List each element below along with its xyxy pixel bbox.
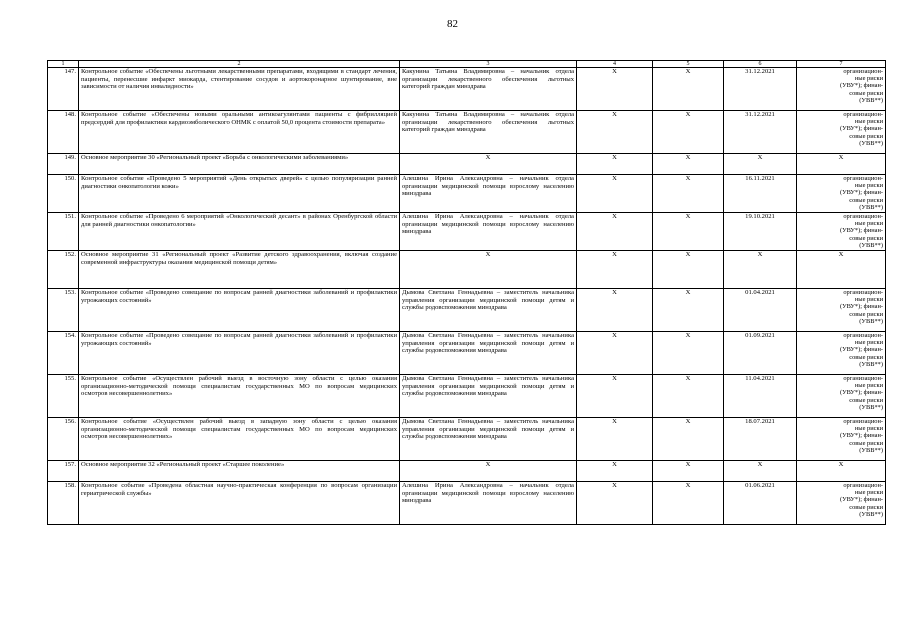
- risk-line: организацион-: [843, 213, 883, 220]
- event-description: Контрольное событие «Осуществлен рабочий выезд в западную зону области с целью оказания организационно-методической помощи специалистам государственных МО по вопросам медицинских осмотров несовершеннолетних»: [79, 418, 400, 461]
- risk-line: организацион-: [843, 175, 883, 182]
- event-description: Основное мероприятие 31 «Региональный проект «Развитие детского здравоохранения, включая создание современной инфраструктуры оказания медицинской помощи детям»: [79, 251, 400, 289]
- column-5-value: Х: [653, 482, 724, 525]
- risk-cell: [797, 461, 886, 482]
- col-header: 1: [48, 61, 79, 68]
- responsible-person: Х: [400, 154, 577, 175]
- column-4-value: Х: [577, 213, 653, 251]
- table-row: [48, 461, 886, 482]
- table-row: [48, 375, 886, 418]
- column-4-value: Х: [577, 111, 653, 154]
- column-5-value: Х: [653, 213, 724, 251]
- column-4-value: Х: [577, 461, 653, 482]
- column-5-value: Х: [653, 289, 724, 332]
- column-5-value: Х: [653, 175, 724, 213]
- responsible-person: Какунина Татьяна Владимировна – начальник отдела организации лекарственного обеспечения льготных категорий граждан минздрава: [400, 68, 577, 111]
- row-number: 149.: [48, 154, 79, 175]
- risk-line: (УВУ*); финан-: [840, 303, 883, 311]
- col-header: 4: [577, 61, 653, 68]
- event-description: Контрольное событие «Проведено 5 мероприятий «День открытых дверей» с целью популяризации ранней диагностики онкопатологии кожи»: [79, 175, 400, 213]
- responsible-person: Алешина Ирина Александровна – начальник отдела организации медицинской помощи взрослому населению минздрава: [400, 213, 577, 251]
- risk-line: ные риски: [854, 220, 883, 228]
- due-date: 01.09.2021: [724, 332, 797, 375]
- risk-line: ные риски: [854, 182, 883, 190]
- risk-line: совые риски: [849, 132, 883, 140]
- responsible-person: Алешина Ирина Александровна – начальник отдела организации медицинской помощи взрослому населению минздрава: [400, 482, 577, 525]
- column-4-value: Х: [577, 68, 653, 111]
- column-4-value: Х: [577, 418, 653, 461]
- column-5-value: Х: [653, 68, 724, 111]
- page-number: 82: [447, 18, 458, 30]
- risk-line: совые риски: [849, 89, 883, 97]
- row-number: 148.: [48, 111, 79, 154]
- event-description: Контрольное событие «Обеспечены новыми оральными антикоагулянтами пациенты с фибрилляцией предсердий для профилактики кардиоэмболического ОНМК с оплатой 50,0 процента стоимости препарата»: [79, 111, 400, 154]
- column-4-value: Х: [577, 175, 653, 213]
- risk-line: организацион-: [843, 375, 883, 382]
- risk-line: совые риски: [849, 234, 883, 242]
- column-4-value: Х: [577, 154, 653, 175]
- header-row: [48, 61, 886, 68]
- due-date: 11.04.2021: [724, 375, 797, 418]
- responsible-person: Дымова Светлана Геннадьевна – заместитель начальника управления организации медицинской помощи детям и службы родовспоможения минздрава: [400, 375, 577, 418]
- row-number: 147.: [48, 68, 79, 111]
- risk-line: (УВУ*); финан-: [840, 227, 883, 235]
- table-row: [48, 68, 886, 111]
- column-5-value: Х: [653, 461, 724, 482]
- due-date: Х: [724, 251, 797, 289]
- responsible-person: Алешина Ирина Александровна – начальник отдела организации медицинской помощи взрослому населению минздрава: [400, 175, 577, 213]
- risk-cell: [797, 332, 886, 375]
- column-4-value: Х: [577, 251, 653, 289]
- table-row: [48, 418, 886, 461]
- table-row: [48, 111, 886, 154]
- risk-line: совые риски: [849, 310, 883, 318]
- column-5-value: Х: [653, 111, 724, 154]
- event-description: Контрольное событие «Проведено совещание по вопросам ранней диагностики заболеваний и профилактики угрожающих состояний»: [79, 289, 400, 332]
- due-date: 31.12.2021: [724, 111, 797, 154]
- responsible-person: Дымова Светлана Геннадьевна – заместитель начальника управления организации медицинской помощи детям и службы родовспоможения минздрава: [400, 289, 577, 332]
- column-5-value: Х: [653, 154, 724, 175]
- table-row: [48, 175, 886, 213]
- risk-line: совые риски: [849, 439, 883, 447]
- responsible-person: Х: [400, 251, 577, 289]
- column-5-value: Х: [653, 332, 724, 375]
- due-date: 01.04.2021: [724, 289, 797, 332]
- risk-cell: [797, 289, 886, 332]
- risk-line: (УВУ*); финан-: [840, 389, 883, 397]
- due-date: Х: [724, 154, 797, 175]
- risk-line: (УВУ*); финан-: [840, 432, 883, 440]
- row-number: 153.: [48, 289, 79, 332]
- column-4-value: Х: [577, 289, 653, 332]
- column-5-value: Х: [653, 251, 724, 289]
- column-5-value: Х: [653, 418, 724, 461]
- col-header: 3: [400, 61, 577, 68]
- risk-line: совые риски: [849, 396, 883, 404]
- risk-cell: [797, 68, 886, 111]
- risk-line: (УВВ**): [859, 360, 883, 368]
- column-4-value: Х: [577, 375, 653, 418]
- risk-line: (УВВ**): [859, 203, 883, 211]
- risk-line: организацион-: [843, 111, 883, 118]
- table-row: [48, 251, 886, 289]
- risk-line: организацион-: [843, 332, 883, 339]
- column-5-value: Х: [653, 375, 724, 418]
- event-description: Контрольное событие «Проведена областная научно-практическая конференция по вопросам организации гериатрической службы»: [79, 482, 400, 525]
- column-4-value: Х: [577, 482, 653, 525]
- events-table: [47, 60, 886, 525]
- risk-cell: [797, 213, 886, 251]
- event-description: Основное мероприятие 30 «Региональный проект «Борьба с онкологическими заболеваниями»: [79, 154, 400, 175]
- risk-line: (УВВ**): [859, 241, 883, 249]
- column-4-value: Х: [577, 332, 653, 375]
- row-number: 157.: [48, 461, 79, 482]
- col-header: 5: [653, 61, 724, 68]
- risk-line: организацион-: [843, 418, 883, 425]
- risk-line: ные риски: [854, 75, 883, 83]
- event-description: Контрольное событие «Осуществлен рабочий выезд в восточную зону области с целью оказания организационно-методической помощи специалистам государственных МО по вопросам медицинских осмотров несовершеннолетних»: [79, 375, 400, 418]
- risk-cell: [797, 482, 886, 525]
- risk-line: ные риски: [854, 382, 883, 390]
- risk-cell: [797, 175, 886, 213]
- risk-line: совые риски: [849, 503, 883, 511]
- table-row: [48, 213, 886, 251]
- risk-line: Х: [838, 154, 844, 161]
- risk-line: ные риски: [854, 489, 883, 497]
- risk-line: (УВУ*); финан-: [840, 189, 883, 197]
- row-number: 158.: [48, 482, 79, 525]
- row-number: 152.: [48, 251, 79, 289]
- risk-line: организацион-: [843, 289, 883, 296]
- table-row: [48, 154, 886, 175]
- risk-line: (УВУ*); финан-: [840, 496, 883, 504]
- risk-line: совые риски: [849, 196, 883, 204]
- risk-line: ные риски: [854, 425, 883, 433]
- risk-line: ные риски: [854, 296, 883, 304]
- risk-cell: [797, 375, 886, 418]
- risk-cell: [797, 154, 886, 175]
- table-row: [48, 289, 886, 332]
- table-row: [48, 332, 886, 375]
- table-row: [48, 482, 886, 525]
- event-description: Контрольное событие «Обеспечены льготными лекарственными препаратами, входящими в стандарт лечения, пациенты, перенесшие инфаркт миокарда, стентирование сосудов и аортокоронарное шунтирование, вне зависимости от наличия инвалидности»: [79, 68, 400, 111]
- risk-line: (УВВ**): [859, 317, 883, 325]
- risk-line: (УВВ**): [859, 403, 883, 411]
- col-header: 6: [724, 61, 797, 68]
- risk-line: ные риски: [854, 339, 883, 347]
- row-number: 151.: [48, 213, 79, 251]
- responsible-person: Х: [400, 461, 577, 482]
- row-number: 154.: [48, 332, 79, 375]
- due-date: 19.10.2021: [724, 213, 797, 251]
- risk-line: Х: [838, 251, 844, 258]
- risk-line: ные риски: [854, 118, 883, 126]
- col-header: 2: [79, 61, 400, 68]
- risk-line: (УВУ*); финан-: [840, 346, 883, 354]
- risk-line: (УВВ**): [859, 446, 883, 454]
- event-description: Контрольное событие «Проведено 6 мероприятий «Онкологический десант» в районах Оренбургской области для ранней диагностики онкопатологии»: [79, 213, 400, 251]
- event-description: Основное мероприятие 32 «Региональный проект «Старшее поколение»: [79, 461, 400, 482]
- row-number: 156.: [48, 418, 79, 461]
- row-number: 155.: [48, 375, 79, 418]
- responsible-person: Дымова Светлана Геннадьевна – заместитель начальника управления организации медицинской помощи детям и службы родовспоможения минздрава: [400, 332, 577, 375]
- due-date: Х: [724, 461, 797, 482]
- risk-line: (УВВ**): [859, 139, 883, 147]
- risk-line: (УВВ**): [859, 96, 883, 104]
- risk-line: (УВВ**): [859, 510, 883, 518]
- risk-cell: [797, 418, 886, 461]
- risk-line: Х: [838, 461, 844, 468]
- due-date: 16.11.2021: [724, 175, 797, 213]
- risk-line: организацион-: [843, 68, 883, 75]
- due-date: 01.06.2021: [724, 482, 797, 525]
- responsible-person: Дымова Светлана Геннадьевна – заместитель начальника управления организации медицинской помощи детям и службы родовспоможения минздрава: [400, 418, 577, 461]
- risk-line: (УВУ*); финан-: [840, 82, 883, 90]
- due-date: 31.12.2021: [724, 68, 797, 111]
- responsible-person: Какунина Татьяна Владимировна – начальник отдела организации лекарственного обеспечения льготных категорий граждан минздрава: [400, 111, 577, 154]
- due-date: 18.07.2021: [724, 418, 797, 461]
- risk-cell: [797, 251, 886, 289]
- row-number: 150.: [48, 175, 79, 213]
- risk-line: совые риски: [849, 353, 883, 361]
- risk-line: (УВУ*); финан-: [840, 125, 883, 133]
- risk-cell: [797, 111, 886, 154]
- col-header: 7: [797, 61, 886, 68]
- risk-line: организацион-: [843, 482, 883, 489]
- event-description: Контрольное событие «Проведено совещание по вопросам ранней диагностики заболеваний и профилактики угрожающих состояний»: [79, 332, 400, 375]
